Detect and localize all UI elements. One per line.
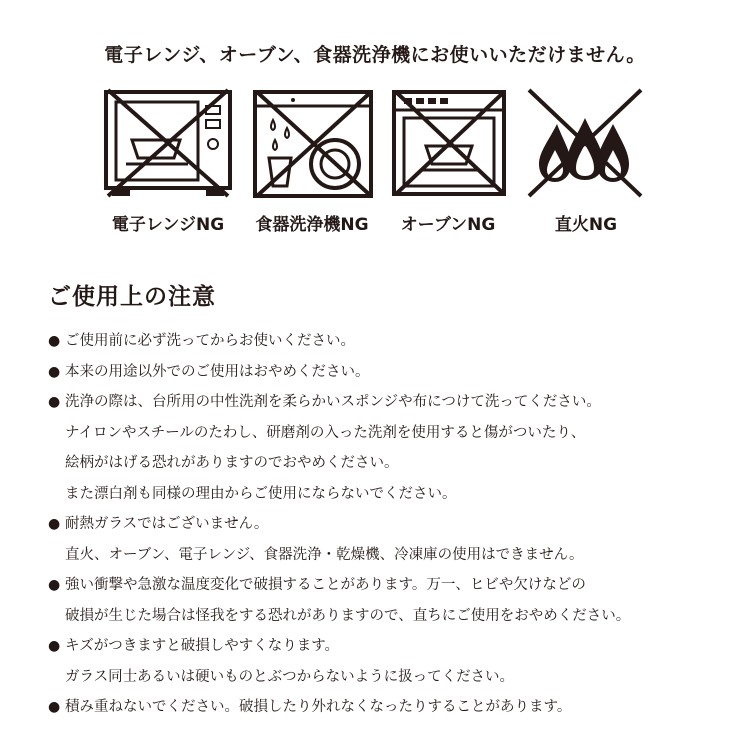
- note-item: [48, 631, 738, 662]
- bullet-icon: ●: [48, 577, 61, 593]
- microwave-svg: [104, 88, 232, 200]
- note-text: 耐熱ガラスではございません。: [65, 516, 269, 532]
- note-item: [48, 509, 738, 540]
- bullet-icon: ●: [48, 333, 61, 349]
- note-text: 破損が生じた場合は怪我をする恐れがありますので、直ちにご使用をおやめください。: [65, 607, 631, 624]
- note-item-continuation: [48, 540, 738, 571]
- note-item: [48, 692, 738, 723]
- note-text: 本来の用途以外でのご使用はおやめください。: [65, 363, 370, 380]
- bullet-icon: ●: [48, 638, 61, 654]
- note-text: ガラス同士あるいは硬いものとぶつからないように扱ってください。: [65, 668, 515, 685]
- note-item-continuation: [48, 601, 738, 632]
- note-item: [48, 326, 738, 357]
- note-text: 直火、オーブン、電子レンジ、食器洗浄・乾燥機、冷凍庫の使用はできません。: [65, 546, 584, 563]
- note-text: また漂白剤も同様の理由からご使用にならないでください。: [65, 485, 457, 502]
- microwave-ng-label: 電子レンジNG: [111, 215, 225, 235]
- bullet-icon: ●: [48, 699, 61, 715]
- dishwasher-ng-icon: [253, 88, 381, 208]
- note-text: 絵柄がはげる恐れがありますのでおやめください。: [65, 455, 399, 471]
- dishwasher-ng-label: 食器洗浄機NG: [255, 215, 369, 235]
- oven-svg: [392, 88, 520, 200]
- notes-list: [48, 326, 738, 723]
- note-text: キズがつきますと破損しやすくなります。: [65, 638, 340, 654]
- note-text: ご使用前に必ず洗ってからお使いください。: [65, 333, 355, 349]
- open-flame-ng-icon: [527, 88, 655, 208]
- note-text: 積み重ねないでください。破損したり外れなくなったりすることがあります。: [65, 699, 572, 715]
- note-item: [48, 570, 738, 601]
- note-item-continuation: [48, 448, 738, 479]
- note-text: 洗浄の際は、台所用の中性洗剤を柔らかいスポンジや布につけて洗ってください。: [65, 394, 601, 410]
- open-flame-svg: [527, 88, 655, 200]
- oven-ng-icon: [392, 88, 520, 208]
- oven-ng-label: オーブンNG: [400, 215, 496, 235]
- note-item: [48, 387, 738, 418]
- note-text: ナイロンやスチールのたわし、研磨剤の入った洗剤を使用すると傷がついたり、: [65, 424, 586, 441]
- note-item: [48, 357, 738, 388]
- headline: 電子レンジ、オーブン、食器洗浄機にお使いいただけません。: [104, 44, 646, 66]
- note-item-continuation: [48, 479, 738, 510]
- note-text: 強い衝撃や急激な温度変化で破損することがあります。万一、ヒビや欠けなどの: [65, 577, 586, 593]
- bullet-icon: ●: [48, 394, 61, 410]
- bullet-icon: ●: [48, 363, 61, 380]
- note-item-continuation: [48, 418, 738, 449]
- note-item-continuation: [48, 662, 738, 693]
- ng-icon-row: [0, 88, 750, 238]
- bullet-icon: ●: [48, 516, 61, 532]
- microwave-ng-icon: [104, 88, 232, 208]
- dishwasher-svg: [253, 88, 381, 200]
- open-flame-ng-label: 直火NG: [554, 215, 618, 235]
- section-title: ご使用上の注意: [48, 284, 216, 310]
